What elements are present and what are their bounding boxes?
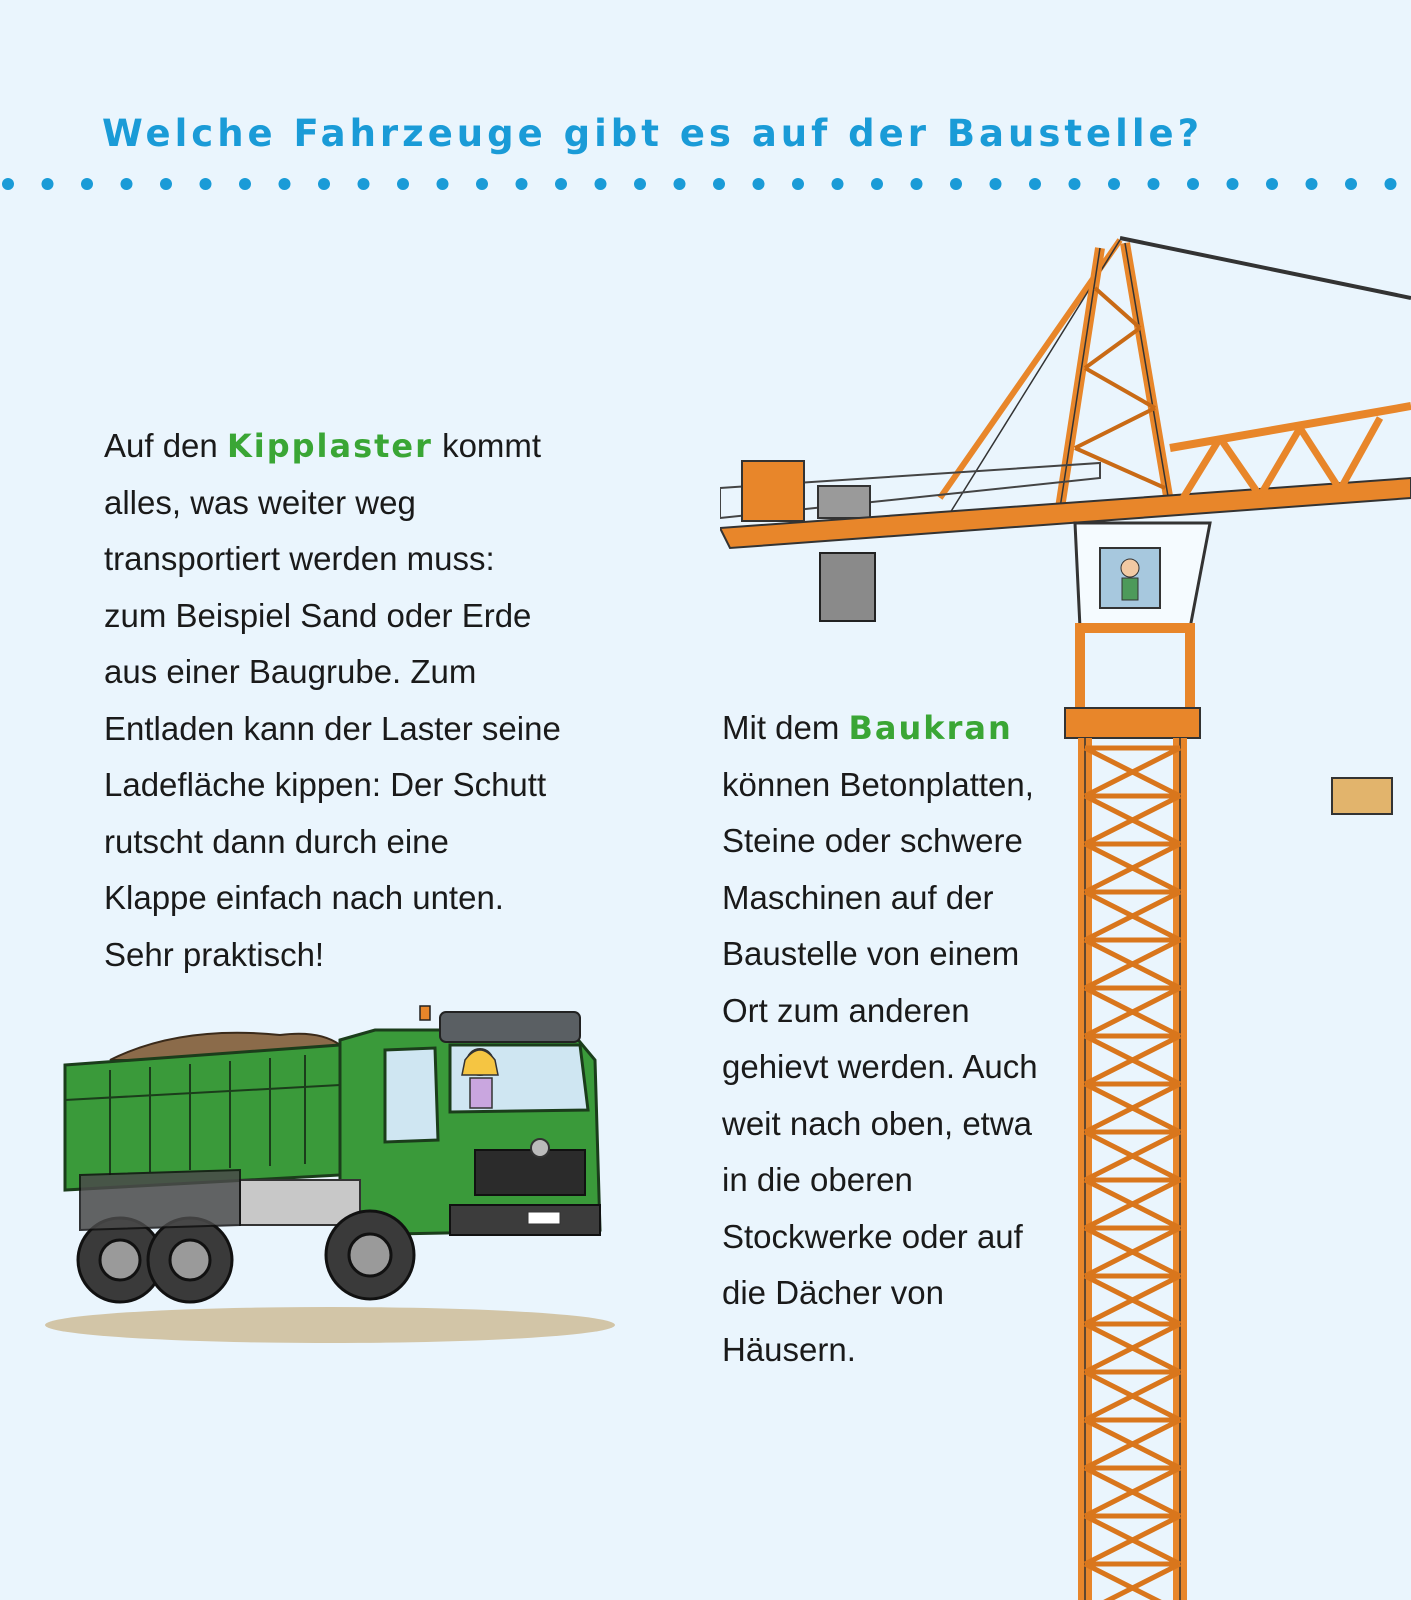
truck-line-1-end: kommt [432,427,542,464]
crane-line: in die oberen [722,1161,913,1198]
truck-line: zum Beispiel Sand oder Erde [104,596,532,634]
baukran-highlight: Baukran [848,709,1013,747]
truck-line-1 [104,418,561,475]
crane-line: die Dächer von [722,1274,944,1311]
crane-line: können Betonplatten, [722,765,1034,803]
kipplaster-highlight: Kipplaster [226,427,433,465]
dump-truck-illustration [40,1000,620,1360]
crane-line: Steine oder schwere [722,822,1023,859]
crane-line: gehievt werden. Auch [722,1048,1038,1085]
tower-crane-illustration [720,228,1411,1600]
crane-line: Häusern. [722,1330,856,1368]
crane-line: Ort zum anderen [722,991,970,1029]
truck-line: Sehr praktisch! [104,935,325,973]
page-heading: Welche Fahrzeuge gibt es auf der Baustelle? [102,112,1204,155]
crane-line: Stockwerke oder auf [722,1217,1023,1255]
truck-line: Klappe einfach nach unten. [104,879,504,916]
dotted-divider [0,176,1411,192]
truck-line: Entladen kann der Laster seine [104,709,561,747]
truck-description [104,418,561,983]
crane-line: weit nach oben, etwa [722,1104,1033,1142]
truck-line: Ladefläche kippen: Der Schutt [104,766,547,803]
crane-line: Maschinen auf der [722,878,994,916]
truck-line-1-start: Auf den [104,427,227,464]
crane-line-1-start: Mit dem [722,709,849,746]
crane-line: Baustelle von einem [722,935,1020,972]
truck-line: rutscht dann durch eine [104,822,449,860]
truck-line: alles, was weiter weg [104,483,416,521]
truck-line: transportiert werden muss: [104,540,495,577]
truck-line: aus einer Baugrube. Zum [104,653,477,690]
